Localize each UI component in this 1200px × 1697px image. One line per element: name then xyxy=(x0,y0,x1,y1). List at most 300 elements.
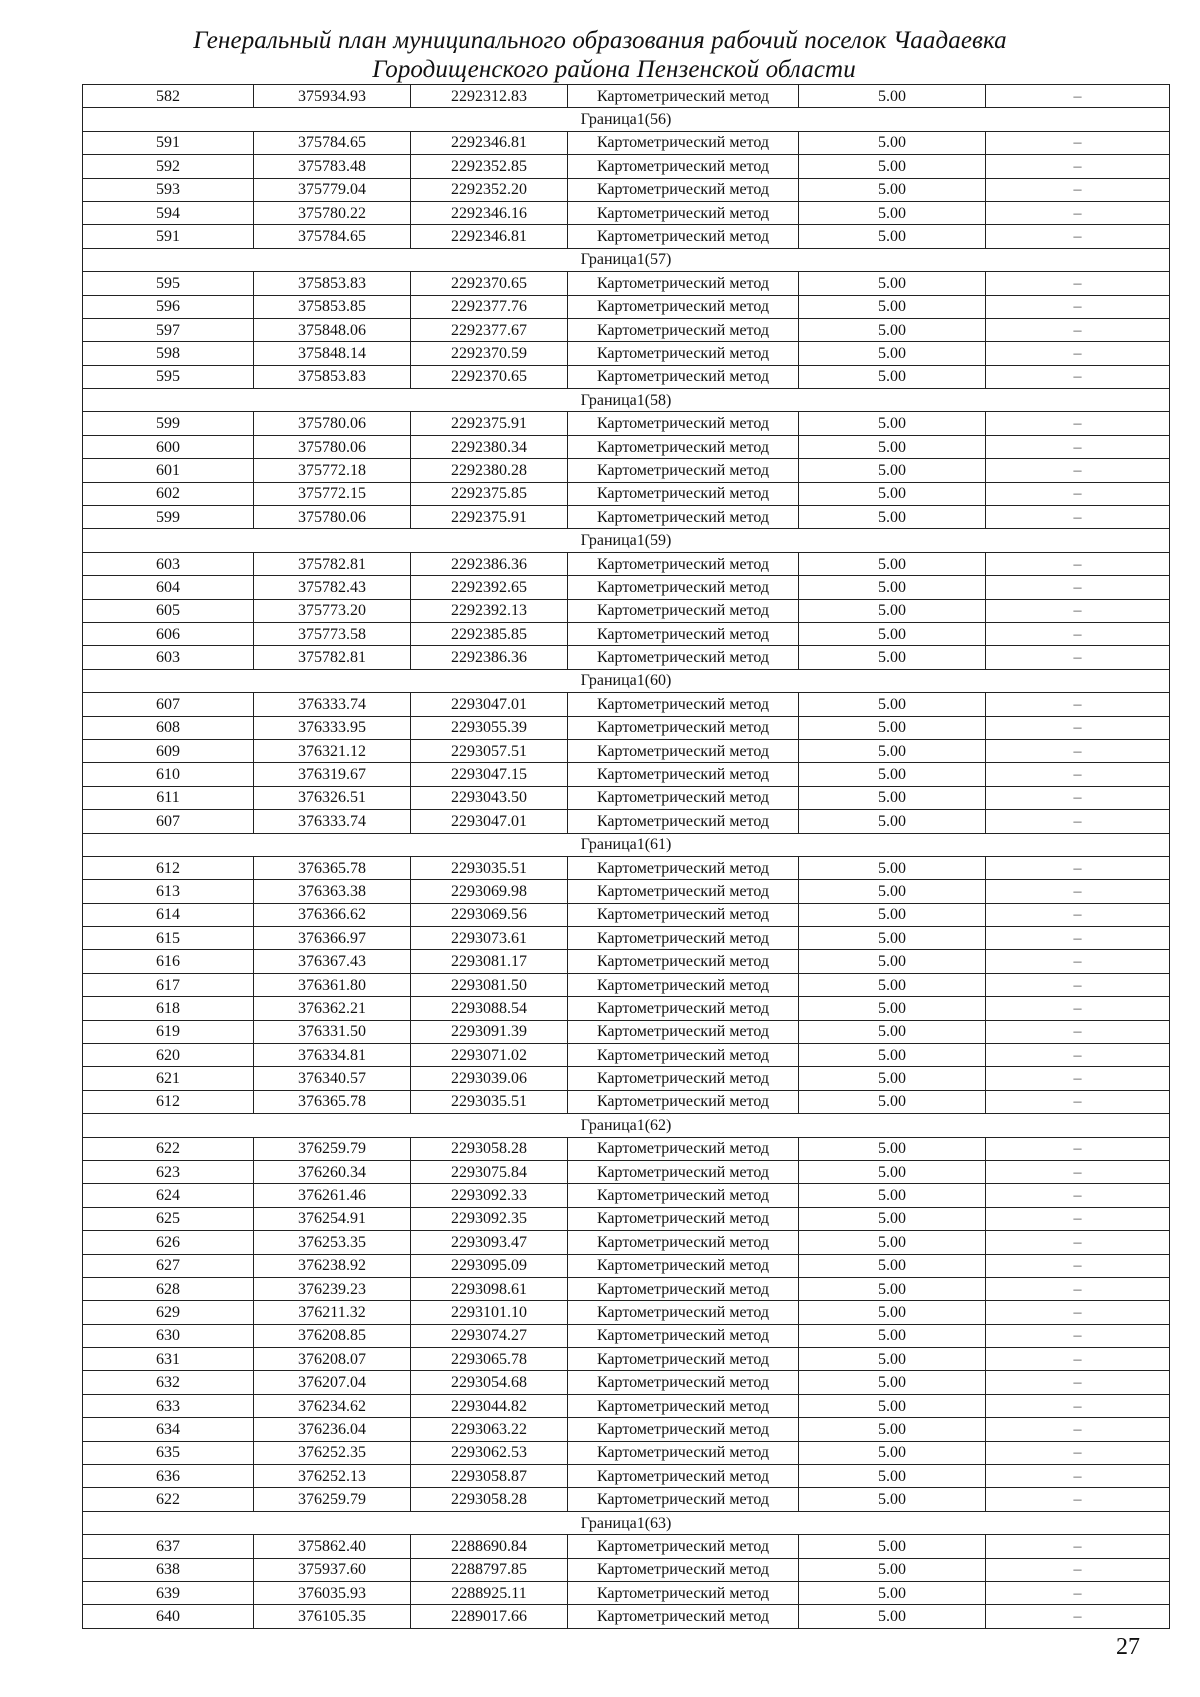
accuracy-cell: 5.00 xyxy=(799,295,986,318)
method-cell: Картометрический метод xyxy=(568,365,799,388)
table-row xyxy=(83,927,1170,950)
accuracy-cell: 5.00 xyxy=(799,225,986,248)
method-cell: Картометрический метод xyxy=(568,506,799,529)
table-row xyxy=(83,1184,1170,1207)
table-row xyxy=(83,856,1170,879)
note-cell: – xyxy=(986,786,1170,809)
note-cell: – xyxy=(986,552,1170,575)
accuracy-cell: 5.00 xyxy=(799,459,986,482)
table-row xyxy=(83,1137,1170,1160)
x-coordinate-cell: 375848.06 xyxy=(254,318,411,341)
point-number-cell: 623 xyxy=(83,1160,254,1183)
boundary-section-row xyxy=(83,669,1170,692)
point-number-cell: 596 xyxy=(83,295,254,318)
point-number-cell: 605 xyxy=(83,599,254,622)
y-coordinate-cell: 2293047.15 xyxy=(411,763,568,786)
y-coordinate-cell: 2292352.20 xyxy=(411,178,568,201)
accuracy-cell: 5.00 xyxy=(799,1277,986,1300)
y-coordinate-cell: 2292375.91 xyxy=(411,412,568,435)
x-coordinate-cell: 376366.62 xyxy=(254,903,411,926)
note-cell: – xyxy=(986,459,1170,482)
note-cell: – xyxy=(986,1488,1170,1511)
table-row xyxy=(83,506,1170,529)
note-cell: – xyxy=(986,435,1170,458)
boundary-section-label: Граница1(59) xyxy=(83,529,1170,552)
x-coordinate-cell: 375780.06 xyxy=(254,435,411,458)
point-number-cell: 616 xyxy=(83,950,254,973)
y-coordinate-cell: 2293058.28 xyxy=(411,1488,568,1511)
table-row xyxy=(83,412,1170,435)
document-title-line-2: Городищенского района Пензенской области xyxy=(372,56,856,83)
note-cell: – xyxy=(986,412,1170,435)
method-cell: Картометрический метод xyxy=(568,856,799,879)
table-row xyxy=(83,997,1170,1020)
point-number-cell: 606 xyxy=(83,622,254,645)
accuracy-cell: 5.00 xyxy=(799,927,986,950)
table-row xyxy=(83,552,1170,575)
boundary-section-label: Граница1(58) xyxy=(83,389,1170,412)
y-coordinate-cell: 2293057.51 xyxy=(411,739,568,762)
x-coordinate-cell: 376236.04 xyxy=(254,1418,411,1441)
table-row xyxy=(83,739,1170,762)
table-row xyxy=(83,810,1170,833)
point-number-cell: 607 xyxy=(83,810,254,833)
note-cell: – xyxy=(986,576,1170,599)
method-cell: Картометрический метод xyxy=(568,973,799,996)
note-cell: – xyxy=(986,739,1170,762)
point-number-cell: 603 xyxy=(83,646,254,669)
method-cell: Картометрический метод xyxy=(568,1348,799,1371)
accuracy-cell: 5.00 xyxy=(799,1394,986,1417)
point-number-cell: 632 xyxy=(83,1371,254,1394)
accuracy-cell: 5.00 xyxy=(799,318,986,341)
note-cell: – xyxy=(986,482,1170,505)
method-cell: Картометрический метод xyxy=(568,225,799,248)
x-coordinate-cell: 376234.62 xyxy=(254,1394,411,1417)
method-cell: Картометрический метод xyxy=(568,178,799,201)
x-coordinate-cell: 376211.32 xyxy=(254,1301,411,1324)
point-number-cell: 594 xyxy=(83,201,254,224)
x-coordinate-cell: 375773.20 xyxy=(254,599,411,622)
accuracy-cell: 5.00 xyxy=(799,1067,986,1090)
table-row xyxy=(83,950,1170,973)
method-cell: Картометрический метод xyxy=(568,1465,799,1488)
method-cell: Картометрический метод xyxy=(568,693,799,716)
y-coordinate-cell: 2292346.16 xyxy=(411,201,568,224)
table-row xyxy=(83,1277,1170,1300)
point-number-cell: 610 xyxy=(83,763,254,786)
y-coordinate-cell: 2292375.91 xyxy=(411,506,568,529)
accuracy-cell: 5.00 xyxy=(799,1465,986,1488)
point-number-cell: 621 xyxy=(83,1067,254,1090)
method-cell: Картометрический метод xyxy=(568,1277,799,1300)
table-row xyxy=(83,1044,1170,1067)
point-number-cell: 622 xyxy=(83,1137,254,1160)
table-row xyxy=(83,155,1170,178)
method-cell: Картометрический метод xyxy=(568,1207,799,1230)
x-coordinate-cell: 376362.21 xyxy=(254,997,411,1020)
accuracy-cell: 5.00 xyxy=(799,880,986,903)
point-number-cell: 599 xyxy=(83,506,254,529)
point-number-cell: 627 xyxy=(83,1254,254,1277)
note-cell: – xyxy=(986,1371,1170,1394)
x-coordinate-cell: 375934.93 xyxy=(254,85,411,108)
method-cell: Картометрический метод xyxy=(568,155,799,178)
table-row xyxy=(83,880,1170,903)
accuracy-cell: 5.00 xyxy=(799,903,986,926)
table-row xyxy=(83,1301,1170,1324)
table-row xyxy=(83,716,1170,739)
method-cell: Картометрический метод xyxy=(568,1394,799,1417)
table-row xyxy=(83,1535,1170,1558)
note-cell: – xyxy=(986,1184,1170,1207)
x-coordinate-cell: 375782.81 xyxy=(254,552,411,575)
x-coordinate-cell: 375772.18 xyxy=(254,459,411,482)
accuracy-cell: 5.00 xyxy=(799,131,986,154)
boundary-section-row xyxy=(83,1114,1170,1137)
method-cell: Картометрический метод xyxy=(568,1067,799,1090)
x-coordinate-cell: 375853.83 xyxy=(254,365,411,388)
point-number-cell: 607 xyxy=(83,693,254,716)
point-number-cell: 638 xyxy=(83,1558,254,1581)
method-cell: Картометрический метод xyxy=(568,1441,799,1464)
point-number-cell: 595 xyxy=(83,272,254,295)
note-cell: – xyxy=(986,1207,1170,1230)
note-cell: – xyxy=(986,1441,1170,1464)
accuracy-cell: 5.00 xyxy=(799,1207,986,1230)
y-coordinate-cell: 2293073.61 xyxy=(411,927,568,950)
table-row xyxy=(83,201,1170,224)
x-coordinate-cell: 376365.78 xyxy=(254,856,411,879)
x-coordinate-cell: 376333.74 xyxy=(254,810,411,833)
x-coordinate-cell: 376261.46 xyxy=(254,1184,411,1207)
accuracy-cell: 5.00 xyxy=(799,997,986,1020)
note-cell: – xyxy=(986,716,1170,739)
table-row xyxy=(83,435,1170,458)
note-cell: – xyxy=(986,693,1170,716)
accuracy-cell: 5.00 xyxy=(799,1418,986,1441)
y-coordinate-cell: 2293035.51 xyxy=(411,1090,568,1113)
point-number-cell: 617 xyxy=(83,973,254,996)
table-row xyxy=(83,1020,1170,1043)
y-coordinate-cell: 2292377.67 xyxy=(411,318,568,341)
y-coordinate-cell: 2293055.39 xyxy=(411,716,568,739)
note-cell: – xyxy=(986,1324,1170,1347)
method-cell: Картометрический метод xyxy=(568,85,799,108)
accuracy-cell: 5.00 xyxy=(799,1184,986,1207)
point-number-cell: 633 xyxy=(83,1394,254,1417)
method-cell: Картометрический метод xyxy=(568,622,799,645)
accuracy-cell: 5.00 xyxy=(799,856,986,879)
page-header xyxy=(0,26,1200,84)
note-cell: – xyxy=(986,225,1170,248)
y-coordinate-cell: 2293098.61 xyxy=(411,1277,568,1300)
note-cell: – xyxy=(986,950,1170,973)
y-coordinate-cell: 2293093.47 xyxy=(411,1231,568,1254)
accuracy-cell: 5.00 xyxy=(799,552,986,575)
table-row xyxy=(83,1324,1170,1347)
point-number-cell: 639 xyxy=(83,1582,254,1605)
table-row xyxy=(83,1488,1170,1511)
y-coordinate-cell: 2293092.33 xyxy=(411,1184,568,1207)
accuracy-cell: 5.00 xyxy=(799,950,986,973)
point-number-cell: 622 xyxy=(83,1488,254,1511)
y-coordinate-cell: 2293074.27 xyxy=(411,1324,568,1347)
boundary-section-label: Граница1(60) xyxy=(83,669,1170,692)
note-cell: – xyxy=(986,1020,1170,1043)
x-coordinate-cell: 376254.91 xyxy=(254,1207,411,1230)
y-coordinate-cell: 2293044.82 xyxy=(411,1394,568,1417)
y-coordinate-cell: 2293069.56 xyxy=(411,903,568,926)
method-cell: Картометрический метод xyxy=(568,435,799,458)
x-coordinate-cell: 375853.85 xyxy=(254,295,411,318)
point-number-cell: 602 xyxy=(83,482,254,505)
x-coordinate-cell: 375853.83 xyxy=(254,272,411,295)
y-coordinate-cell: 2292312.83 xyxy=(411,85,568,108)
y-coordinate-cell: 2292352.85 xyxy=(411,155,568,178)
note-cell: – xyxy=(986,856,1170,879)
y-coordinate-cell: 2289017.66 xyxy=(411,1605,568,1628)
y-coordinate-cell: 2292370.65 xyxy=(411,272,568,295)
table-row xyxy=(83,342,1170,365)
table-row xyxy=(83,1207,1170,1230)
y-coordinate-cell: 2293058.87 xyxy=(411,1465,568,1488)
x-coordinate-cell: 376340.57 xyxy=(254,1067,411,1090)
table-row xyxy=(83,646,1170,669)
table-row xyxy=(83,459,1170,482)
method-cell: Картометрический метод xyxy=(568,646,799,669)
x-coordinate-cell: 375780.22 xyxy=(254,201,411,224)
table-row xyxy=(83,1067,1170,1090)
x-coordinate-cell: 375783.48 xyxy=(254,155,411,178)
accuracy-cell: 5.00 xyxy=(799,201,986,224)
accuracy-cell: 5.00 xyxy=(799,1137,986,1160)
table-row xyxy=(83,272,1170,295)
x-coordinate-cell: 375784.65 xyxy=(254,131,411,154)
method-cell: Картометрический метод xyxy=(568,1488,799,1511)
table-row xyxy=(83,599,1170,622)
y-coordinate-cell: 2288797.85 xyxy=(411,1558,568,1581)
table-row xyxy=(83,1418,1170,1441)
point-number-cell: 612 xyxy=(83,1090,254,1113)
method-cell: Картометрический метод xyxy=(568,1254,799,1277)
coordinates-table xyxy=(82,84,1170,1629)
note-cell: – xyxy=(986,1231,1170,1254)
x-coordinate-cell: 376238.92 xyxy=(254,1254,411,1277)
accuracy-cell: 5.00 xyxy=(799,365,986,388)
method-cell: Картометрический метод xyxy=(568,786,799,809)
x-coordinate-cell: 376260.34 xyxy=(254,1160,411,1183)
table-row xyxy=(83,365,1170,388)
y-coordinate-cell: 2293091.39 xyxy=(411,1020,568,1043)
table-row xyxy=(83,1254,1170,1277)
accuracy-cell: 5.00 xyxy=(799,482,986,505)
table-row xyxy=(83,763,1170,786)
y-coordinate-cell: 2292346.81 xyxy=(411,225,568,248)
method-cell: Картометрический метод xyxy=(568,342,799,365)
point-number-cell: 600 xyxy=(83,435,254,458)
accuracy-cell: 5.00 xyxy=(799,85,986,108)
x-coordinate-cell: 376035.93 xyxy=(254,1582,411,1605)
point-number-cell: 603 xyxy=(83,552,254,575)
method-cell: Картометрический метод xyxy=(568,1582,799,1605)
accuracy-cell: 5.00 xyxy=(799,1160,986,1183)
y-coordinate-cell: 2292380.34 xyxy=(411,435,568,458)
method-cell: Картометрический метод xyxy=(568,1324,799,1347)
x-coordinate-cell: 375780.06 xyxy=(254,412,411,435)
method-cell: Картометрический метод xyxy=(568,576,799,599)
accuracy-cell: 5.00 xyxy=(799,1441,986,1464)
note-cell: – xyxy=(986,903,1170,926)
note-cell: – xyxy=(986,178,1170,201)
point-number-cell: 620 xyxy=(83,1044,254,1067)
boundary-section-row xyxy=(83,529,1170,552)
y-coordinate-cell: 2292386.36 xyxy=(411,552,568,575)
table-row xyxy=(83,1231,1170,1254)
point-number-cell: 611 xyxy=(83,786,254,809)
y-coordinate-cell: 2292346.81 xyxy=(411,131,568,154)
note-cell: – xyxy=(986,810,1170,833)
x-coordinate-cell: 375862.40 xyxy=(254,1535,411,1558)
method-cell: Картометрический метод xyxy=(568,810,799,833)
table-row xyxy=(83,85,1170,108)
x-coordinate-cell: 375773.58 xyxy=(254,622,411,645)
x-coordinate-cell: 376252.13 xyxy=(254,1465,411,1488)
table-row xyxy=(83,622,1170,645)
note-cell: – xyxy=(986,973,1170,996)
accuracy-cell: 5.00 xyxy=(799,973,986,996)
table-row xyxy=(83,903,1170,926)
y-coordinate-cell: 2288925.11 xyxy=(411,1582,568,1605)
accuracy-cell: 5.00 xyxy=(799,1582,986,1605)
method-cell: Картометрический метод xyxy=(568,131,799,154)
note-cell: – xyxy=(986,295,1170,318)
method-cell: Картометрический метод xyxy=(568,1184,799,1207)
note-cell: – xyxy=(986,365,1170,388)
y-coordinate-cell: 2292370.65 xyxy=(411,365,568,388)
method-cell: Картометрический метод xyxy=(568,1558,799,1581)
point-number-cell: 635 xyxy=(83,1441,254,1464)
x-coordinate-cell: 376259.79 xyxy=(254,1488,411,1511)
x-coordinate-cell: 376333.95 xyxy=(254,716,411,739)
note-cell: – xyxy=(986,1558,1170,1581)
point-number-cell: 631 xyxy=(83,1348,254,1371)
y-coordinate-cell: 2293047.01 xyxy=(411,693,568,716)
x-coordinate-cell: 375780.06 xyxy=(254,506,411,529)
method-cell: Картометрический метод xyxy=(568,927,799,950)
y-coordinate-cell: 2293101.10 xyxy=(411,1301,568,1324)
note-cell: – xyxy=(986,1160,1170,1183)
y-coordinate-cell: 2293054.68 xyxy=(411,1371,568,1394)
accuracy-cell: 5.00 xyxy=(799,763,986,786)
note-cell: – xyxy=(986,622,1170,645)
boundary-section-row xyxy=(83,248,1170,271)
accuracy-cell: 5.00 xyxy=(799,1558,986,1581)
y-coordinate-cell: 2293071.02 xyxy=(411,1044,568,1067)
boundary-section-label: Граница1(57) xyxy=(83,248,1170,271)
x-coordinate-cell: 375782.43 xyxy=(254,576,411,599)
x-coordinate-cell: 376321.12 xyxy=(254,739,411,762)
x-coordinate-cell: 375848.14 xyxy=(254,342,411,365)
note-cell: – xyxy=(986,85,1170,108)
accuracy-cell: 5.00 xyxy=(799,342,986,365)
y-coordinate-cell: 2292375.85 xyxy=(411,482,568,505)
y-coordinate-cell: 2292380.28 xyxy=(411,459,568,482)
note-cell: – xyxy=(986,1582,1170,1605)
method-cell: Картометрический метод xyxy=(568,1231,799,1254)
table-row xyxy=(83,131,1170,154)
table-row xyxy=(83,1394,1170,1417)
note-cell: – xyxy=(986,155,1170,178)
y-coordinate-cell: 2293081.17 xyxy=(411,950,568,973)
note-cell: – xyxy=(986,1535,1170,1558)
boundary-section-label: Граница1(56) xyxy=(83,108,1170,131)
note-cell: – xyxy=(986,1394,1170,1417)
method-cell: Картометрический метод xyxy=(568,1418,799,1441)
method-cell: Картометрический метод xyxy=(568,1137,799,1160)
accuracy-cell: 5.00 xyxy=(799,1020,986,1043)
y-coordinate-cell: 2293043.50 xyxy=(411,786,568,809)
note-cell: – xyxy=(986,342,1170,365)
accuracy-cell: 5.00 xyxy=(799,1605,986,1628)
note-cell: – xyxy=(986,318,1170,341)
accuracy-cell: 5.00 xyxy=(799,576,986,599)
note-cell: – xyxy=(986,1348,1170,1371)
accuracy-cell: 5.00 xyxy=(799,155,986,178)
y-coordinate-cell: 2293062.53 xyxy=(411,1441,568,1464)
note-cell: – xyxy=(986,927,1170,950)
accuracy-cell: 5.00 xyxy=(799,435,986,458)
table-row xyxy=(83,1582,1170,1605)
method-cell: Картометрический метод xyxy=(568,552,799,575)
x-coordinate-cell: 376252.35 xyxy=(254,1441,411,1464)
x-coordinate-cell: 376331.50 xyxy=(254,1020,411,1043)
y-coordinate-cell: 2293035.51 xyxy=(411,856,568,879)
boundary-section-label: Граница1(62) xyxy=(83,1114,1170,1137)
table-row xyxy=(83,576,1170,599)
table-row xyxy=(83,693,1170,716)
accuracy-cell: 5.00 xyxy=(799,1301,986,1324)
point-number-cell: 626 xyxy=(83,1231,254,1254)
point-number-cell: 591 xyxy=(83,131,254,154)
accuracy-cell: 5.00 xyxy=(799,810,986,833)
point-number-cell: 637 xyxy=(83,1535,254,1558)
x-coordinate-cell: 375772.15 xyxy=(254,482,411,505)
point-number-cell: 592 xyxy=(83,155,254,178)
x-coordinate-cell: 376105.35 xyxy=(254,1605,411,1628)
note-cell: – xyxy=(986,201,1170,224)
accuracy-cell: 5.00 xyxy=(799,1348,986,1371)
note-cell: – xyxy=(986,506,1170,529)
point-number-cell: 599 xyxy=(83,412,254,435)
table-row xyxy=(83,225,1170,248)
accuracy-cell: 5.00 xyxy=(799,1231,986,1254)
method-cell: Картометрический метод xyxy=(568,1044,799,1067)
table-row xyxy=(83,295,1170,318)
x-coordinate-cell: 376366.97 xyxy=(254,927,411,950)
x-coordinate-cell: 376361.80 xyxy=(254,973,411,996)
note-cell: – xyxy=(986,646,1170,669)
x-coordinate-cell: 376326.51 xyxy=(254,786,411,809)
x-coordinate-cell: 376208.07 xyxy=(254,1348,411,1371)
x-coordinate-cell: 375779.04 xyxy=(254,178,411,201)
accuracy-cell: 5.00 xyxy=(799,1535,986,1558)
table-row xyxy=(83,1160,1170,1183)
document-title-line-1: Генеральный план муниципального образования рабочий поселок Чаадаевка xyxy=(193,27,1007,54)
method-cell: Картометрический метод xyxy=(568,1371,799,1394)
x-coordinate-cell: 376367.43 xyxy=(254,950,411,973)
x-coordinate-cell: 376365.78 xyxy=(254,1090,411,1113)
